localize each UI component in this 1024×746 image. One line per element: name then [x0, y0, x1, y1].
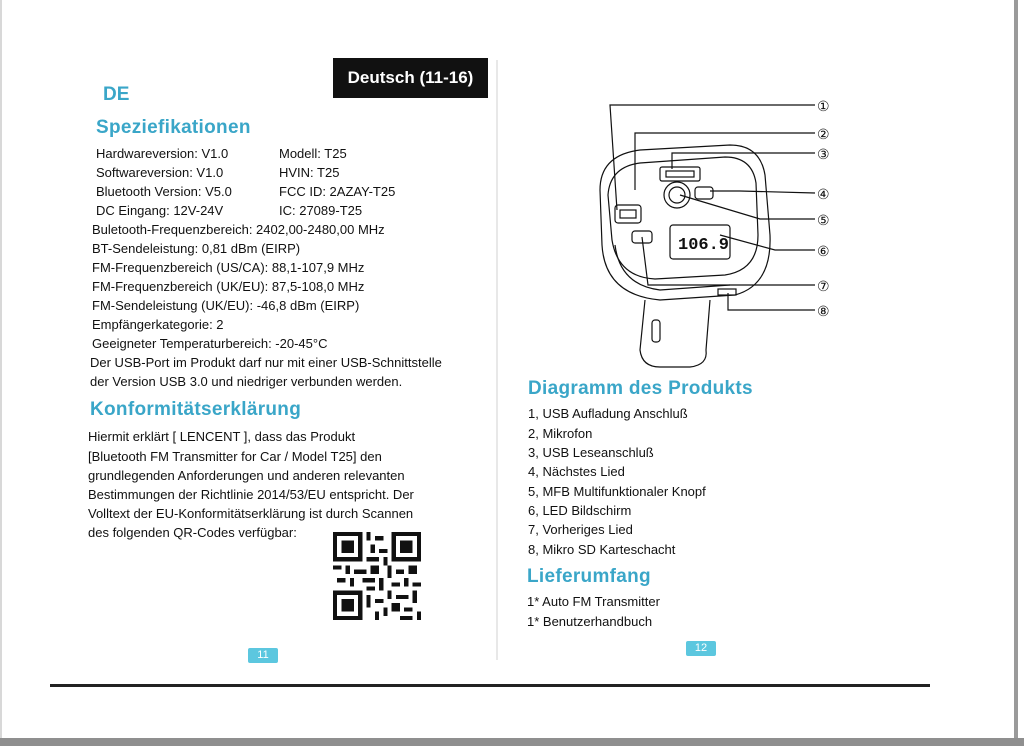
spec-cell: HVIN: T25 [279, 165, 340, 180]
diagram-item: 5, MFB Multifunktionaler Knopf [528, 484, 706, 499]
diagram-heading: Diagramm des Produkts [528, 378, 753, 399]
spec-line: FM-Frequenzbereich (UK/EU): 87,5-108,0 MHz [92, 279, 365, 294]
callout-number: ② [817, 126, 830, 142]
scope-item: 1* Benutzerhandbuch [527, 614, 653, 629]
scan-edge-bottom [0, 738, 1024, 746]
conformity-line: Bestimmungen der Richtlinie 2014/53/EU entspricht. Der [88, 487, 414, 502]
callout-number: ③ [817, 146, 830, 162]
diagram-item: 4, Nächstes Lied [528, 464, 625, 479]
callout-number: ⑦ [817, 278, 830, 294]
callout-number: ⑧ [817, 303, 830, 319]
spec-cell: Hardwareversion: V1.0 [96, 146, 229, 161]
conformity-line: des folgenden QR-Codes verfügbar: [88, 525, 297, 540]
spec-line: Buletooth-Frequenzbereich: 2402,00-2480,00 MHz [92, 222, 385, 237]
scope-item: 1* Auto FM Transmitter [527, 594, 660, 609]
spec-cell: DC Eingang: 12V-24V [96, 203, 224, 218]
conformity-line: Hiermit erklärt [ LENCENT ], dass das Produkt [88, 429, 356, 444]
language-code: DE [103, 84, 130, 105]
diagram-item: 8, Mikro SD Karteschacht [528, 542, 676, 557]
diagram-item: 1, USB Aufladung Anschluß [528, 406, 688, 421]
callout-number: ④ [817, 186, 830, 202]
spec-line: FM-Sendeleistung (UK/EU): -46,8 dBm (EIRP) [92, 298, 360, 313]
scan-edge-left [0, 0, 2, 746]
spec-cell: Bluetooth Version: V5.0 [96, 184, 232, 199]
product-diagram [560, 95, 850, 370]
spec-line: Der USB-Port im Produkt darf nur mit einer USB-Schnittstelle [90, 355, 442, 370]
spec-line: FM-Frequenzbereich (US/CA): 88,1-107,9 MHz [92, 260, 365, 275]
callout-number: ⑥ [817, 243, 830, 259]
diagram-item: 2, Mikrofon [528, 426, 593, 441]
scan-edge-right [1014, 0, 1018, 740]
spec-heading: Speziefikationen [96, 117, 251, 138]
spec-cell: IC: 27089-T25 [279, 203, 363, 218]
svg-text:106.9: 106.9 [678, 236, 730, 255]
page-fold [496, 60, 498, 660]
spec-line: der Version USB 3.0 und niedriger verbunden werden. [90, 374, 403, 389]
conformity-heading: Konformitätserklärung [90, 399, 302, 420]
conformity-line: grundlegenden Anforderungen und anderen relevanten [88, 468, 405, 483]
diagram-item: 3, USB Leseanschluß [528, 445, 654, 460]
conformity-line: Volltext der EU-Konformitätserklärung ist durch Scannen [88, 506, 414, 521]
qr-code [333, 532, 421, 620]
spec-line: Empfängerkategorie: 2 [92, 317, 224, 332]
scope-heading: Lieferumfang [527, 566, 651, 587]
callout-number: ⑤ [817, 212, 830, 228]
spec-cell: Softwareversion: V1.0 [96, 165, 224, 180]
spec-line: BT-Sendeleistung: 0,81 dBm (EIRP) [92, 241, 301, 256]
page-number-left: 11 [248, 648, 278, 663]
conformity-line: [Bluetooth FM Transmitter for Car / Model T25] den [88, 449, 382, 464]
diagram-item: 7, Vorheriges Lied [528, 522, 633, 537]
page-bottom-line [50, 684, 930, 687]
spec-cell: FCC ID: 2AZAY-T25 [279, 184, 396, 199]
diagram-item: 6, LED Bildschirm [528, 503, 632, 518]
page-number-right: 12 [686, 641, 716, 656]
callout-number: ① [817, 98, 830, 114]
spec-cell: Modell: T25 [279, 146, 347, 161]
spec-line: Geeigneter Temperaturbereich: -20-45°C [92, 336, 328, 351]
language-badge: Deutsch (11-16) [333, 58, 488, 98]
